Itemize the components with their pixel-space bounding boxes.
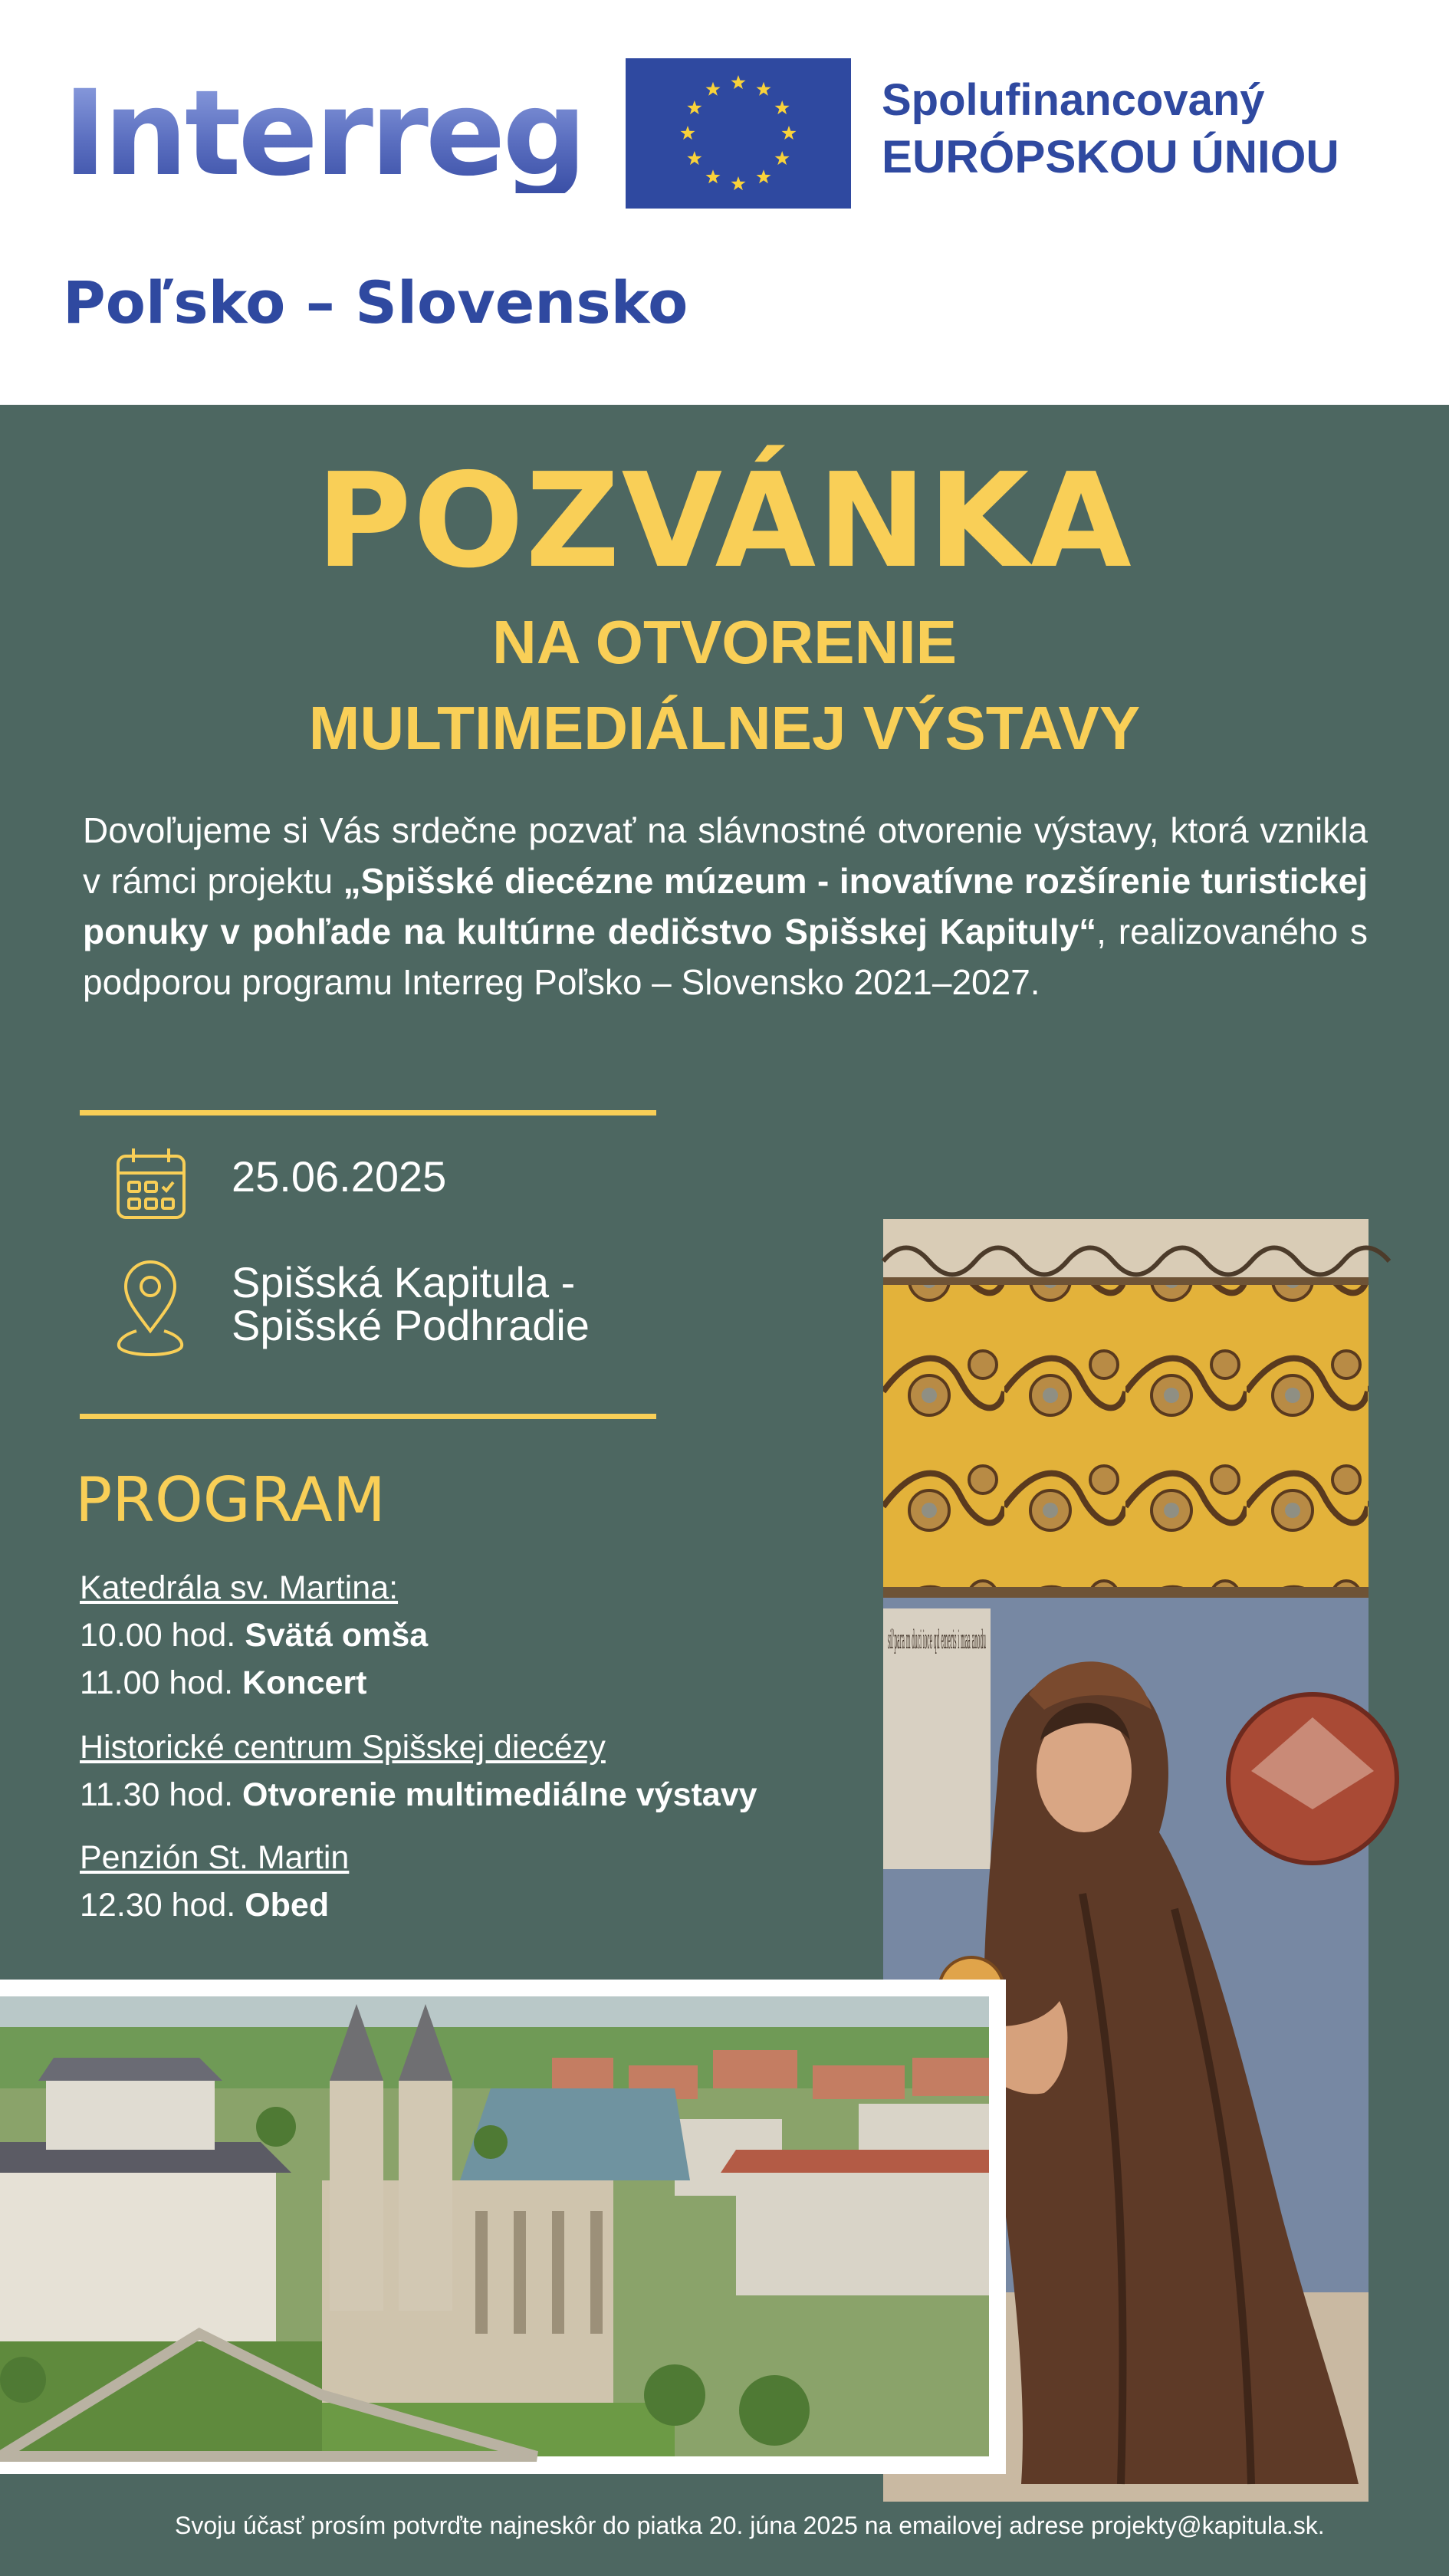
program-region: Poľsko – Slovensko — [63, 268, 688, 337]
program-item-time: 10.00 hod. — [80, 1617, 236, 1654]
event-place-line2: Spišské Podhradie — [232, 1301, 590, 1349]
header — [0, 0, 1449, 405]
intro-text-2: , realizovaného s podporou programu Interreg Poľsko – Slovensko 2021–2027. — [83, 912, 1368, 1002]
program-item — [80, 1612, 428, 1659]
eu-cofinanced-label — [882, 72, 1339, 186]
program-venue-1 — [80, 1564, 428, 1707]
calendar-icon — [115, 1147, 187, 1224]
eu-flag-icon — [626, 58, 851, 209]
venue-name: Historické centrum Spišskej diecézy — [80, 1729, 606, 1766]
venue-name: Penzión St. Martin — [80, 1839, 350, 1876]
invitation-subtitle-1: NA OTVORENIE — [492, 608, 957, 676]
program-item-time: 11.00 hod. — [80, 1664, 234, 1701]
event-place — [232, 1258, 590, 1349]
cofinanced-line1: Spolufinancovaný — [882, 75, 1265, 125]
invitation-subtitle-2: MULTIMEDIÁLNEJ VÝSTAVY — [308, 694, 1141, 762]
location-pin-icon — [113, 1257, 187, 1361]
cathedral-photo — [0, 1996, 989, 2456]
program-item — [80, 1771, 757, 1819]
program-item-time: 11.30 hod. — [80, 1776, 234, 1813]
event-place-line1: Spišská Kapitula - — [232, 1258, 576, 1306]
program-item-title: Obed — [245, 1887, 330, 1924]
project-name: „Spišské diecézne múzeum - inovatívne rozšírenie turistickej ponuky v pohľade na kultúrne dedičstvo Spišskej Kapituly“ — [83, 861, 1368, 951]
venue-name: Katedrála sv. Martina: — [80, 1569, 399, 1606]
intro-paragraph — [83, 805, 1368, 1007]
intro-text-1: Dovoľujeme si Vás srdečne pozvať na slávnostné otvorenie výstavy, ktorá vznikla v rámci projektu — [83, 810, 1368, 901]
divider-top — [80, 1110, 656, 1116]
program-heading: PROGRAM — [75, 1464, 386, 1536]
program-item-time: 12.30 hod. — [80, 1887, 236, 1924]
program-venue-2 — [80, 1723, 757, 1819]
rsvp-note: Svoju účasť prosím potvrďte najneskôr do piatka 20. júna 2025 na emailovej adrese projekty@kapitula.sk. — [175, 2512, 1325, 2539]
interreg-logo: Interreg — [63, 65, 584, 202]
program-item — [80, 1659, 428, 1707]
program-item-title: Svätá omša — [245, 1617, 429, 1654]
program-item-title: Koncert — [242, 1664, 367, 1701]
program-item — [80, 1881, 349, 1929]
invitation-title: POZVÁNKA — [316, 445, 1133, 597]
event-date: 25.06.2025 — [232, 1152, 447, 1201]
divider-bottom — [80, 1414, 656, 1419]
program-item-title: Otvorenie multimediálne výstavy — [242, 1776, 757, 1813]
fresco-inscription: sil'para m duci ioce qd emeris i maa anodu — [888, 1625, 986, 1655]
cofinanced-line2: EURÓPSKOU ÚNIOU — [882, 131, 1339, 182]
program-venue-3 — [80, 1834, 349, 1929]
